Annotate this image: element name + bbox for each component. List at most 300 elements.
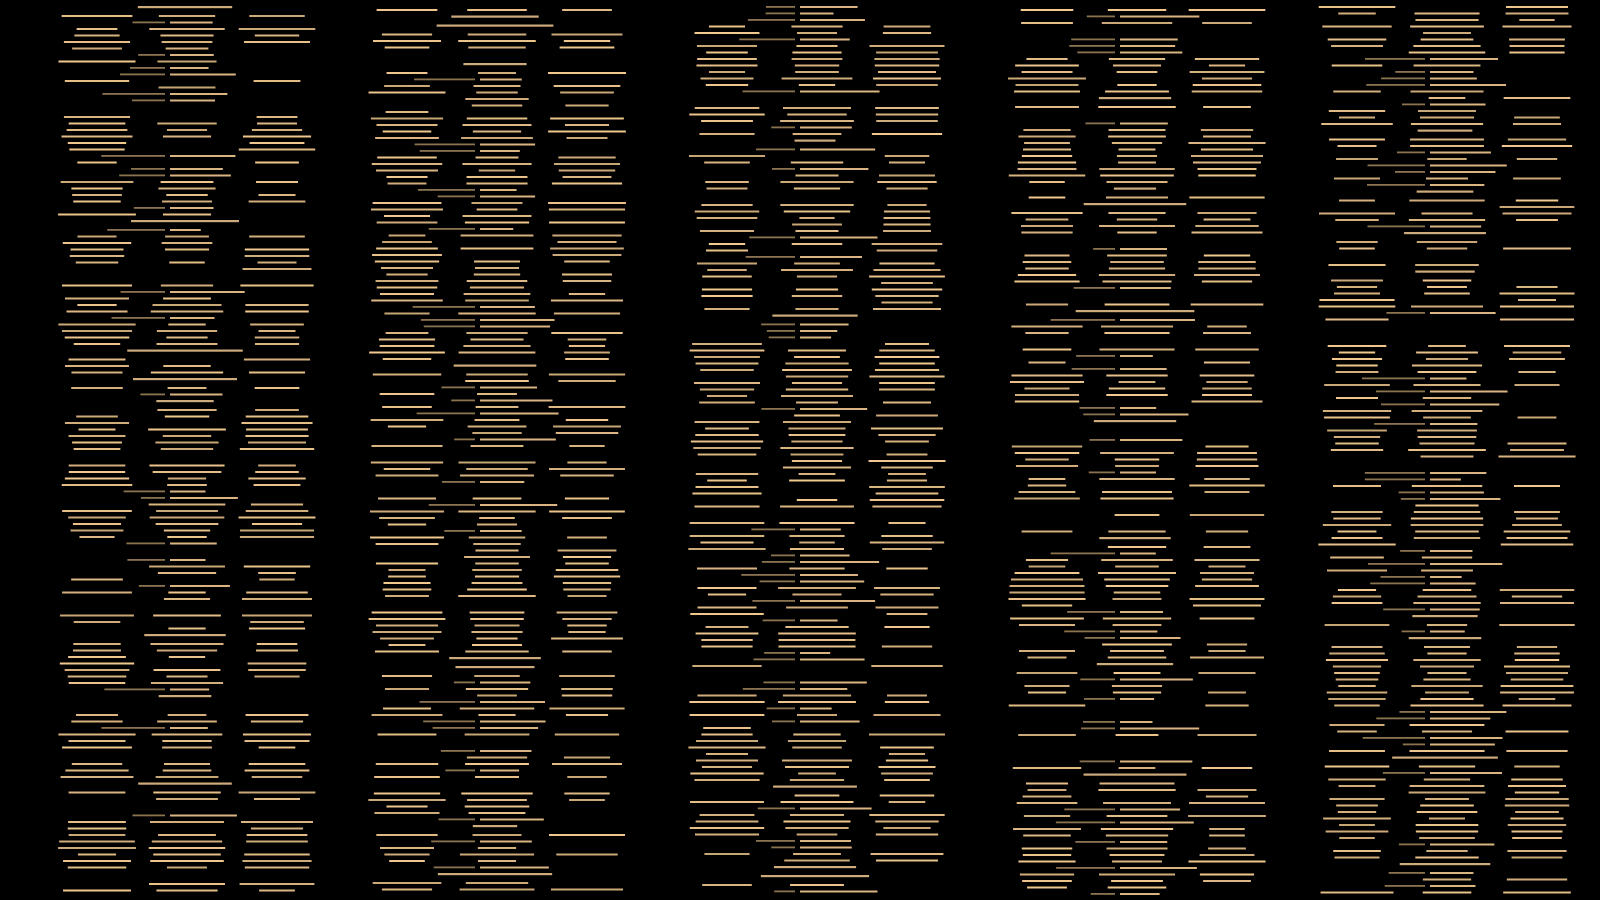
credit-heading-line bbox=[1400, 863, 1491, 865]
credit-role-line bbox=[1069, 45, 1115, 47]
credit-name-line bbox=[800, 721, 860, 723]
credit-role-line bbox=[1072, 368, 1115, 370]
credit-name-line bbox=[1023, 349, 1072, 351]
credit-name-line bbox=[1414, 13, 1479, 15]
credit-name-line bbox=[1426, 358, 1468, 360]
credit-name-line bbox=[1430, 550, 1472, 552]
credit-name-line bbox=[460, 854, 534, 856]
credit-name-line bbox=[72, 194, 122, 196]
credit-name-line bbox=[466, 183, 527, 185]
credit-name-line bbox=[61, 776, 134, 778]
credit-name-line bbox=[800, 256, 862, 258]
credit-name-line bbox=[1409, 792, 1486, 794]
credit-name-line bbox=[1418, 371, 1477, 373]
credit-name-line bbox=[79, 536, 114, 538]
credit-name-line bbox=[800, 330, 837, 332]
credit-name-line bbox=[1514, 766, 1559, 768]
credit-name-line bbox=[1335, 219, 1378, 221]
credit-name-line bbox=[1325, 319, 1388, 321]
credit-name-line bbox=[63, 890, 131, 892]
credit-name-line bbox=[1333, 518, 1380, 520]
credit-name-line bbox=[885, 343, 929, 345]
credit-heading-line bbox=[455, 666, 534, 668]
credit-name-line bbox=[800, 337, 831, 339]
credit-name-line bbox=[1513, 123, 1561, 125]
credit-name-line bbox=[467, 280, 528, 282]
credit-name-line bbox=[565, 498, 609, 500]
credit-name-line bbox=[1029, 566, 1066, 568]
credit-name-line bbox=[1409, 52, 1485, 54]
credit-name-line bbox=[563, 280, 612, 282]
credit-name-line bbox=[1336, 805, 1378, 807]
credit-role-line bbox=[756, 840, 795, 842]
credit-name-line bbox=[74, 621, 121, 623]
credit-name-line bbox=[152, 841, 222, 843]
credit-name-line bbox=[873, 269, 940, 271]
credit-name-line bbox=[59, 841, 135, 843]
credit-name-line bbox=[1008, 598, 1085, 600]
credit-name-line bbox=[1337, 286, 1377, 288]
credit-name-line bbox=[1321, 892, 1394, 894]
credit-name-line bbox=[1430, 84, 1506, 86]
credit-name-line bbox=[376, 563, 438, 565]
credit-role-line bbox=[1389, 872, 1425, 874]
credit-name-line bbox=[1430, 104, 1486, 106]
credit-name-line bbox=[1120, 45, 1175, 47]
credit-name-line bbox=[58, 324, 135, 326]
credit-role-line bbox=[1395, 71, 1425, 73]
credit-role-line bbox=[454, 439, 475, 441]
credit-name-line bbox=[1332, 358, 1382, 360]
credit-name-line bbox=[1339, 824, 1375, 826]
credit-name-line bbox=[696, 633, 759, 635]
credit-name-line bbox=[1516, 518, 1558, 520]
credit-role-line bbox=[413, 306, 475, 308]
credit-name-line bbox=[549, 834, 625, 836]
credit-name-line bbox=[873, 714, 940, 716]
credit-name-line bbox=[887, 480, 927, 482]
credit-name-line bbox=[1103, 618, 1171, 620]
credit-name-line bbox=[246, 429, 308, 431]
credit-role-line bbox=[746, 256, 795, 258]
credit-name-line bbox=[1116, 734, 1159, 736]
credit-name-line bbox=[1110, 854, 1165, 856]
credit-name-line bbox=[704, 853, 749, 855]
credit-name-line bbox=[1016, 465, 1078, 467]
credit-name-line bbox=[467, 799, 527, 801]
credit-name-line bbox=[1208, 848, 1246, 850]
credit-name-line bbox=[1331, 280, 1383, 282]
credit-name-line bbox=[372, 714, 443, 716]
credit-role-line bbox=[1365, 58, 1425, 60]
credit-role-line bbox=[1381, 78, 1425, 80]
credit-name-line bbox=[1111, 880, 1163, 882]
credit-name-line bbox=[800, 237, 878, 239]
credit-name-line bbox=[153, 854, 221, 856]
credit-role-line bbox=[417, 413, 475, 415]
credit-name-line bbox=[462, 163, 531, 165]
credit-heading-line bbox=[1417, 191, 1474, 193]
credit-name-line bbox=[470, 339, 523, 341]
credit-name-line bbox=[1414, 537, 1480, 539]
credit-name-line bbox=[1334, 672, 1380, 674]
credit-heading-line bbox=[1094, 420, 1176, 422]
credit-name-line bbox=[783, 107, 851, 109]
credit-name-line bbox=[73, 201, 120, 203]
credit-name-line bbox=[475, 776, 519, 778]
credit-name-line bbox=[1110, 261, 1164, 263]
credit-name-line bbox=[1420, 698, 1473, 700]
credit-name-line bbox=[798, 773, 836, 775]
credit-name-line bbox=[1328, 39, 1387, 41]
credit-name-line bbox=[58, 734, 135, 736]
credit-name-line bbox=[1108, 887, 1167, 889]
credit-name-line bbox=[1026, 219, 1069, 221]
credit-name-line bbox=[1202, 579, 1252, 581]
credit-role-line bbox=[1051, 319, 1115, 321]
credit-name-line bbox=[257, 116, 298, 118]
credit-name-line bbox=[699, 402, 755, 404]
credit-name-line bbox=[1190, 514, 1264, 516]
credit-name-line bbox=[795, 308, 838, 310]
credit-name-line bbox=[1430, 711, 1506, 713]
credit-name-line bbox=[551, 332, 622, 334]
credit-name-line bbox=[554, 85, 621, 87]
credit-name-line bbox=[1112, 861, 1162, 863]
credit-name-line bbox=[550, 248, 624, 250]
credit-name-line bbox=[563, 582, 611, 584]
credit-name-line bbox=[785, 766, 849, 768]
credit-name-line bbox=[1430, 171, 1495, 173]
credit-name-line bbox=[562, 651, 611, 653]
credit-name-line bbox=[1119, 767, 1156, 769]
credit-name-line bbox=[887, 454, 928, 456]
credit-name-line bbox=[1119, 149, 1156, 151]
credit-name-line bbox=[159, 15, 215, 17]
credit-name-line bbox=[463, 215, 532, 217]
credit-name-line bbox=[258, 572, 296, 574]
credit-name-line bbox=[463, 345, 530, 347]
credit-name-line bbox=[779, 522, 854, 524]
credit-name-line bbox=[1329, 110, 1385, 112]
credit-name-line bbox=[800, 91, 880, 93]
credit-name-line bbox=[169, 656, 205, 658]
credit-name-line bbox=[1500, 589, 1575, 591]
credit-name-line bbox=[477, 209, 518, 211]
credit-name-line bbox=[785, 626, 848, 628]
credit-name-line bbox=[1117, 232, 1156, 234]
credit-name-line bbox=[252, 129, 302, 131]
credit-name-line bbox=[71, 721, 122, 723]
credit-name-line bbox=[1022, 155, 1072, 157]
credit-name-line bbox=[1509, 39, 1565, 41]
credit-name-line bbox=[557, 241, 616, 243]
credit-name-line bbox=[878, 434, 935, 436]
credit-name-line bbox=[1019, 650, 1075, 652]
credit-name-line bbox=[70, 255, 124, 257]
credit-name-line bbox=[690, 522, 765, 524]
credit-name-line bbox=[1504, 531, 1571, 533]
credit-name-line bbox=[376, 124, 437, 126]
credit-name-line bbox=[800, 659, 865, 661]
credit-name-line bbox=[1420, 666, 1474, 668]
credit-name-line bbox=[567, 537, 607, 539]
credit-name-line bbox=[1205, 446, 1248, 448]
credit-name-line bbox=[701, 734, 752, 736]
credit-name-line bbox=[1329, 653, 1384, 655]
credit-role-line bbox=[1093, 248, 1115, 250]
credit-name-line bbox=[1505, 805, 1569, 807]
credit-name-line bbox=[474, 625, 519, 627]
credit-name-line bbox=[473, 543, 520, 545]
credit-name-line bbox=[1507, 879, 1567, 881]
credit-name-line bbox=[1419, 443, 1474, 445]
credit-name-line bbox=[788, 740, 846, 742]
credit-name-line bbox=[709, 243, 745, 245]
credit-name-line bbox=[1324, 384, 1390, 386]
credit-name-line bbox=[376, 280, 439, 282]
credit-name-line bbox=[794, 415, 840, 417]
credit-name-line bbox=[1117, 71, 1158, 73]
credit-name-line bbox=[245, 740, 310, 742]
credit-name-line bbox=[170, 559, 206, 561]
credit-name-line bbox=[1428, 345, 1466, 347]
credit-name-line bbox=[1328, 345, 1387, 347]
credit-name-line bbox=[780, 120, 854, 122]
credit-name-line bbox=[167, 129, 207, 131]
credit-name-line bbox=[69, 465, 126, 467]
credit-name-line bbox=[151, 311, 223, 313]
credit-name-line bbox=[63, 242, 131, 244]
credit-name-line bbox=[376, 763, 438, 765]
credit-name-line bbox=[376, 543, 439, 545]
credit-name-line bbox=[1331, 449, 1383, 451]
credit-name-line bbox=[1516, 286, 1557, 288]
credit-role-line bbox=[429, 504, 475, 506]
credit-name-line bbox=[878, 71, 936, 73]
credit-name-line bbox=[385, 595, 429, 597]
credit-name-line bbox=[1026, 304, 1068, 306]
credit-heading-line bbox=[463, 63, 526, 65]
credit-heading-line bbox=[437, 25, 554, 27]
credit-name-line bbox=[1203, 880, 1251, 882]
credit-name-line bbox=[800, 620, 838, 622]
credit-role-line bbox=[104, 689, 165, 691]
credit-name-line bbox=[1417, 241, 1477, 243]
credit-name-line bbox=[876, 114, 938, 116]
credit-name-line bbox=[695, 421, 760, 423]
credit-name-line bbox=[1508, 785, 1566, 787]
credit-name-line bbox=[783, 467, 851, 469]
credit-name-line bbox=[1103, 281, 1172, 283]
credit-name-line bbox=[800, 708, 832, 710]
credit-name-line bbox=[472, 432, 521, 434]
credit-name-line bbox=[1196, 465, 1259, 467]
credit-role-line bbox=[1083, 721, 1115, 723]
credit-name-line bbox=[1514, 511, 1560, 513]
credit-name-line bbox=[1336, 679, 1379, 681]
credit-name-line bbox=[259, 890, 295, 892]
credit-name-line bbox=[170, 543, 217, 545]
credit-name-line bbox=[1022, 880, 1072, 882]
credit-name-line bbox=[1199, 672, 1256, 674]
credit-name-line bbox=[1120, 867, 1197, 869]
credit-name-line bbox=[384, 468, 430, 470]
credit-name-line bbox=[1423, 879, 1471, 881]
credit-name-line bbox=[792, 747, 841, 749]
credit-name-line bbox=[1427, 248, 1467, 250]
credit-name-line bbox=[691, 441, 763, 443]
credit-name-line bbox=[1189, 485, 1264, 487]
credit-heading-line bbox=[131, 220, 239, 222]
credit-name-line bbox=[1412, 410, 1483, 412]
credit-name-line bbox=[150, 643, 223, 645]
credit-name-line bbox=[245, 435, 308, 437]
credit-name-line bbox=[465, 98, 528, 100]
credit-name-line bbox=[465, 300, 529, 302]
credit-name-line bbox=[556, 854, 617, 856]
credit-name-line bbox=[879, 350, 934, 352]
credit-name-line bbox=[1415, 531, 1479, 533]
credit-name-line bbox=[1021, 9, 1074, 11]
credit-name-line bbox=[1430, 772, 1502, 774]
credit-name-line bbox=[1319, 306, 1396, 308]
credit-name-line bbox=[1011, 375, 1082, 377]
credit-name-line bbox=[1102, 22, 1172, 24]
credit-name-line bbox=[1025, 268, 1068, 270]
credit-role-line bbox=[1402, 104, 1425, 106]
credit-name-line bbox=[1015, 106, 1079, 108]
credit-name-line bbox=[170, 100, 215, 102]
credit-name-line bbox=[76, 262, 119, 264]
credit-role-line bbox=[1064, 631, 1115, 633]
credit-name-line bbox=[1015, 394, 1079, 396]
credit-role-line bbox=[1401, 498, 1425, 500]
credit-name-line bbox=[1411, 524, 1484, 526]
credit-role-line bbox=[769, 337, 795, 339]
credit-heading-line bbox=[473, 825, 517, 827]
credit-name-line bbox=[373, 631, 442, 633]
credit-name-line bbox=[556, 569, 619, 571]
credit-heading-line bbox=[1099, 537, 1170, 539]
credit-name-line bbox=[552, 34, 623, 36]
credit-name-line bbox=[869, 460, 946, 462]
credit-name-line bbox=[1503, 705, 1572, 707]
credit-name-line bbox=[1120, 16, 1199, 18]
credit-name-line bbox=[1021, 71, 1072, 73]
credit-name-line bbox=[1105, 304, 1170, 306]
credit-name-line bbox=[248, 663, 307, 665]
credit-name-line bbox=[877, 181, 936, 183]
credit-name-line bbox=[553, 254, 622, 256]
credit-name-line bbox=[170, 291, 245, 293]
credit-heading-line bbox=[1099, 97, 1171, 99]
credit-name-line bbox=[1108, 136, 1166, 138]
credit-name-line bbox=[696, 473, 758, 475]
credit-name-line bbox=[706, 52, 748, 54]
credit-name-line bbox=[1334, 436, 1380, 438]
credit-name-line bbox=[884, 26, 931, 28]
credit-name-line bbox=[885, 701, 929, 703]
credit-name-line bbox=[246, 841, 308, 843]
credit-name-line bbox=[568, 595, 607, 597]
credit-name-line bbox=[1117, 155, 1157, 157]
credit-name-line bbox=[1098, 789, 1175, 791]
credit-name-line bbox=[1430, 58, 1498, 60]
credit-name-line bbox=[1120, 679, 1193, 681]
credit-name-line bbox=[782, 760, 852, 762]
credit-name-line bbox=[1339, 837, 1375, 839]
credit-name-line bbox=[1018, 136, 1075, 138]
credit-name-line bbox=[560, 475, 614, 477]
credit-name-line bbox=[77, 162, 116, 164]
credit-role-line bbox=[127, 559, 165, 561]
credit-name-line bbox=[380, 293, 434, 295]
credit-name-line bbox=[697, 217, 758, 219]
credit-name-line bbox=[706, 84, 748, 86]
credit-name-line bbox=[792, 224, 842, 226]
credit-name-line bbox=[1325, 766, 1390, 768]
credit-name-line bbox=[800, 529, 841, 531]
credit-name-line bbox=[385, 47, 430, 49]
credit-name-line bbox=[872, 133, 942, 135]
credit-role-line bbox=[101, 155, 165, 157]
credit-name-line bbox=[167, 484, 207, 486]
credit-name-line bbox=[163, 435, 211, 437]
credit-name-line bbox=[167, 867, 207, 869]
credit-name-line bbox=[1029, 197, 1066, 199]
credit-name-line bbox=[71, 579, 123, 581]
credit-name-line bbox=[1200, 854, 1255, 856]
credit-name-line bbox=[800, 688, 847, 690]
credit-name-line bbox=[469, 812, 526, 814]
credit-name-line bbox=[480, 504, 557, 506]
credit-name-line bbox=[1208, 566, 1245, 568]
credit-name-line bbox=[792, 243, 842, 245]
credit-name-line bbox=[166, 48, 209, 50]
credit-role-line bbox=[1064, 809, 1115, 811]
credit-name-line bbox=[703, 727, 751, 729]
credit-name-line bbox=[465, 222, 529, 224]
credit-name-line bbox=[1506, 750, 1567, 752]
credit-name-line bbox=[467, 757, 527, 759]
credit-name-line bbox=[163, 298, 211, 300]
credit-name-line bbox=[1321, 123, 1393, 125]
credit-name-line bbox=[65, 298, 129, 300]
credit-name-line bbox=[1209, 828, 1245, 830]
credit-name-line bbox=[1103, 802, 1171, 804]
credit-name-line bbox=[1011, 212, 1082, 214]
credit-name-line bbox=[700, 814, 755, 816]
credit-name-line bbox=[782, 369, 852, 371]
credit-name-line bbox=[379, 339, 435, 341]
credit-name-line bbox=[1106, 375, 1167, 377]
credit-name-line bbox=[1120, 39, 1178, 41]
credit-name-line bbox=[880, 795, 934, 797]
credit-heading-line bbox=[1084, 774, 1187, 776]
credit-name-line bbox=[783, 695, 851, 697]
credit-name-line bbox=[1500, 319, 1574, 321]
credit-name-line bbox=[1319, 6, 1396, 8]
credit-name-line bbox=[170, 815, 237, 817]
credit-role-line bbox=[139, 585, 165, 587]
credit-role-line bbox=[1399, 492, 1425, 494]
credit-name-line bbox=[153, 792, 220, 794]
credit-name-line bbox=[1424, 646, 1470, 648]
credit-role-line bbox=[761, 408, 795, 410]
credit-name-line bbox=[796, 402, 838, 404]
credit-name-line bbox=[150, 821, 224, 823]
